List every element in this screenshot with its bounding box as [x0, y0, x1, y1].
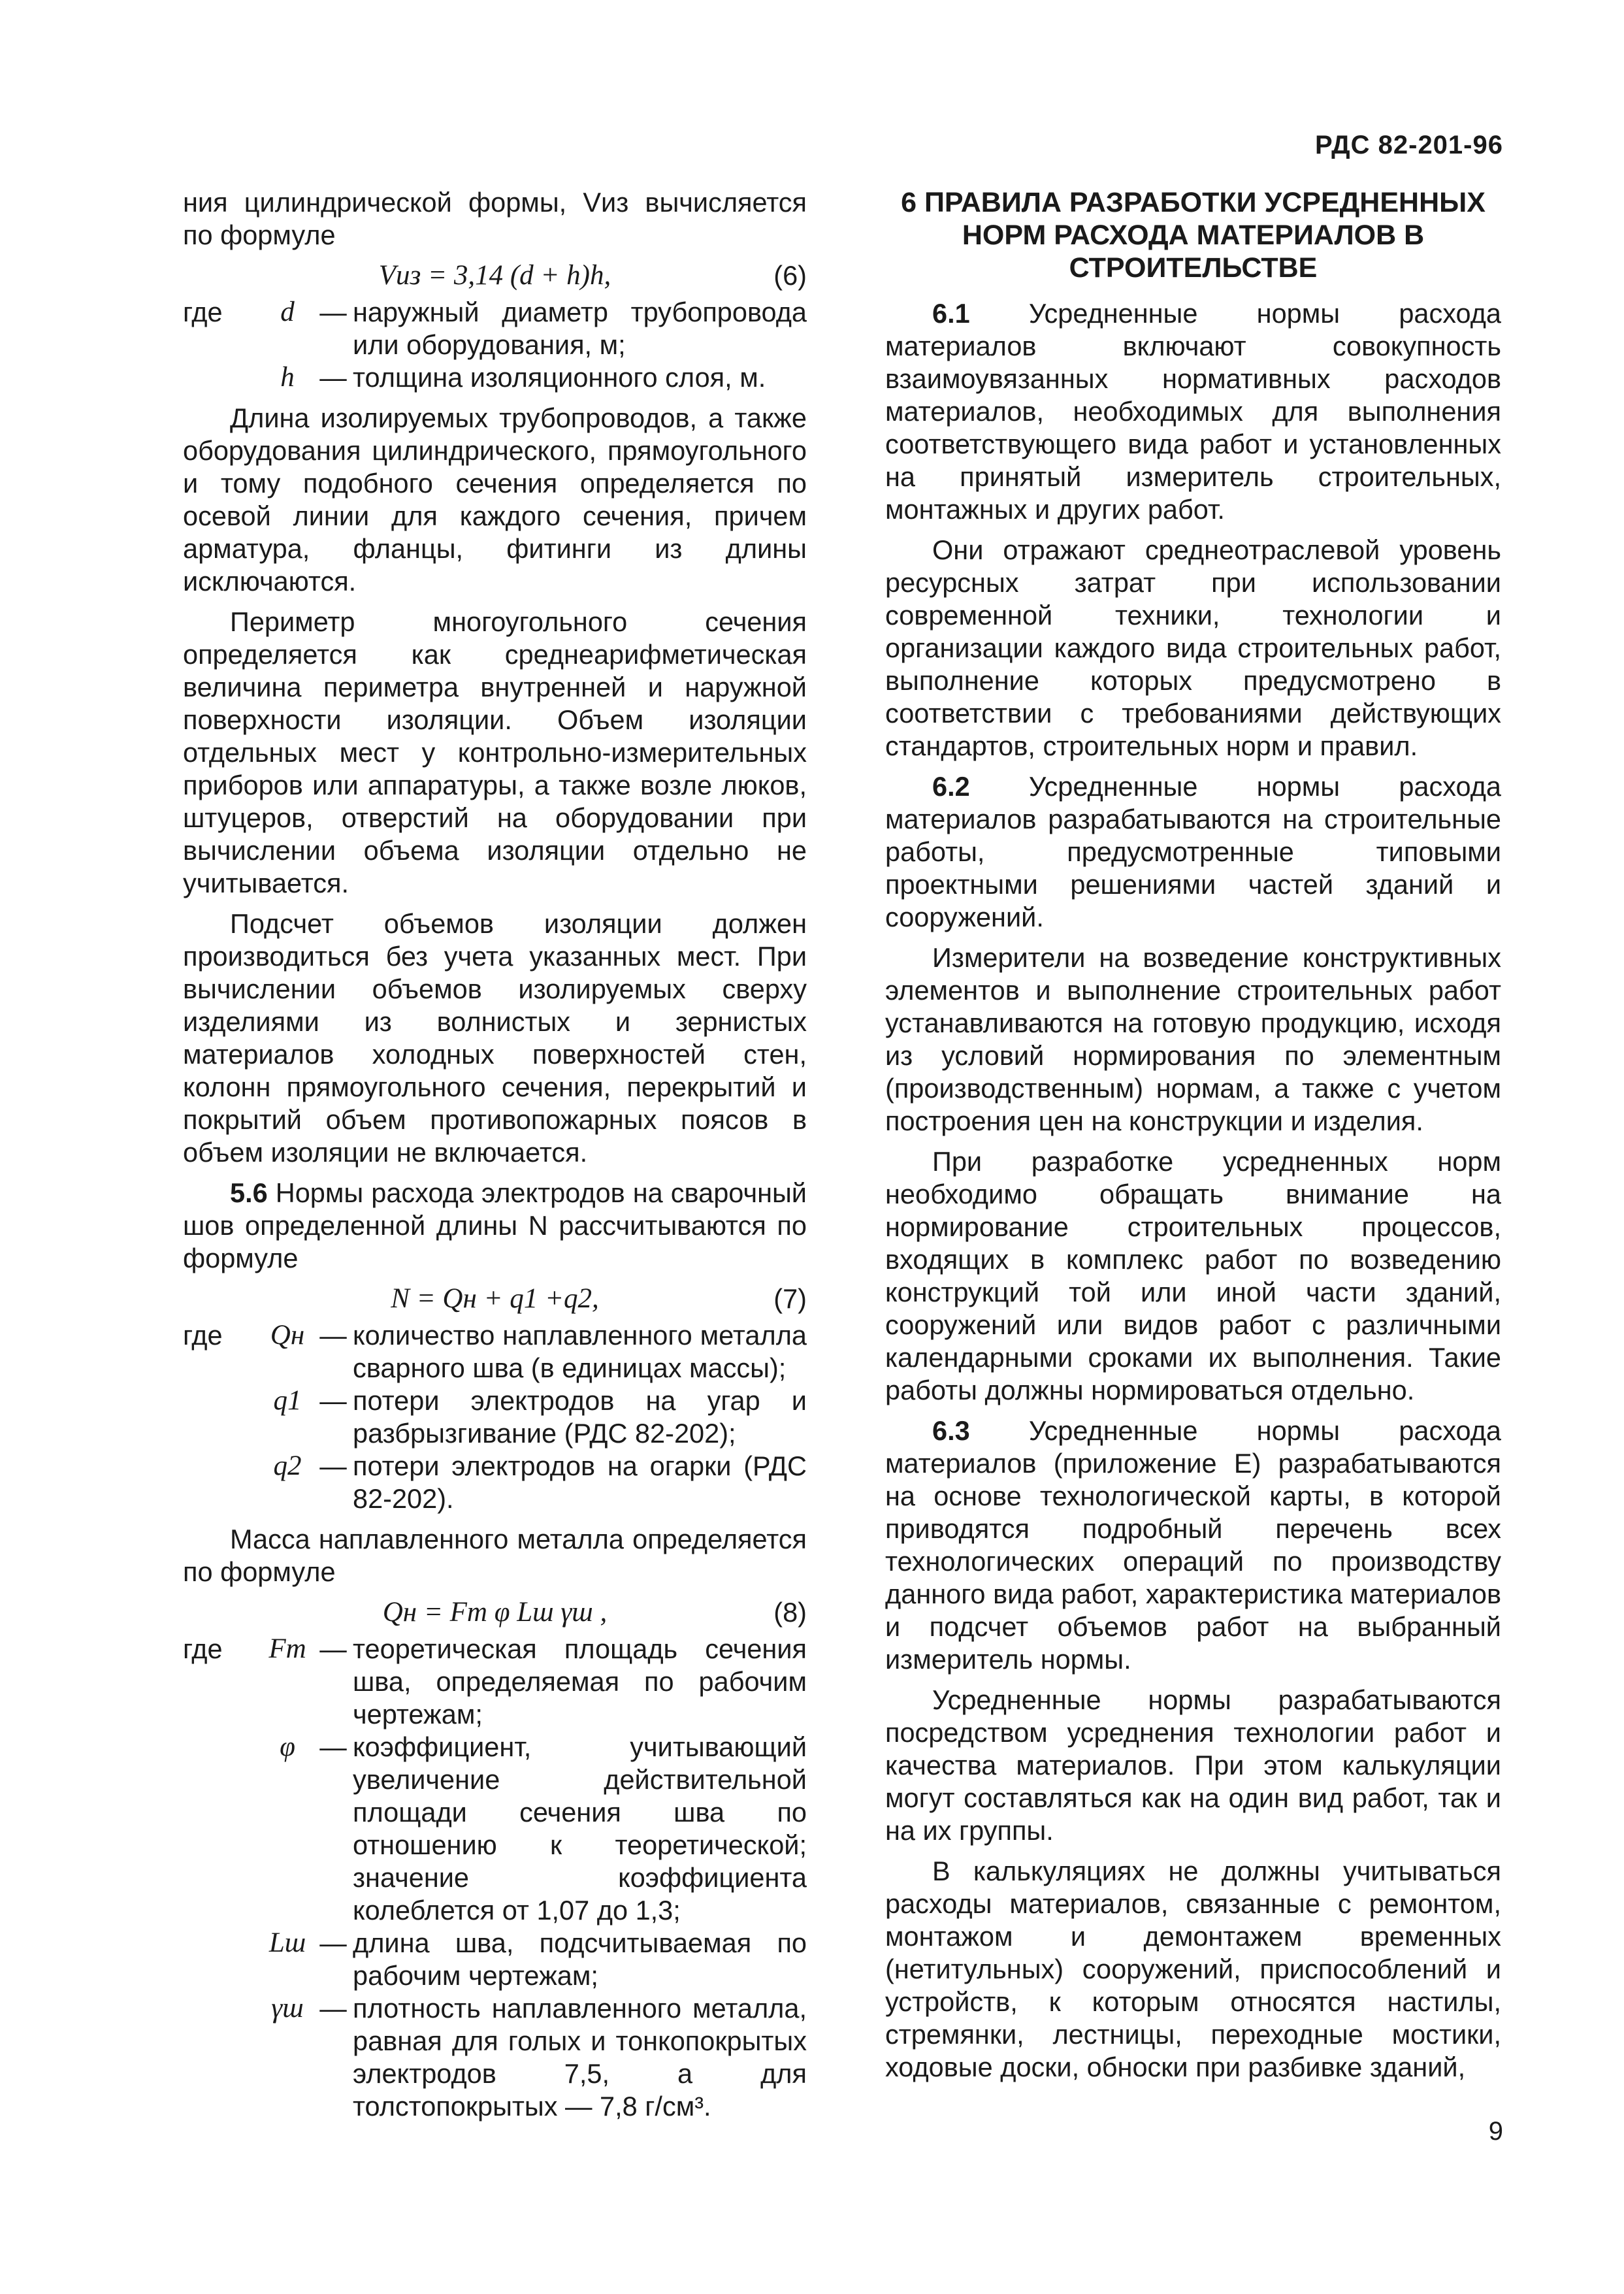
dash: — [319, 1450, 347, 1481]
where-label: где [183, 1320, 223, 1351]
formula-8 [183, 1596, 807, 1629]
dash: — [319, 362, 347, 393]
definition-text: потери электродов на огарки (РДС 82-202). [353, 1450, 807, 1514]
formula-expression: Qн = Fт φ Lш γш , [382, 1597, 608, 1628]
symbol: Qн [270, 1320, 305, 1351]
symbol: d [280, 297, 295, 327]
formula-7-definitions [183, 1319, 807, 1515]
left-column [183, 186, 807, 2131]
definition-text: коэффициент, учитывающий увеличение действительной площади сечения шва по отношению к теоретической; значение коэффициента колеблется от 1,07 до 1,3; [353, 1731, 807, 1925]
paragraph: Усредненные нормы разрабатываются посредством усреднения технологии работ и качества материалов. При этом калькуляции могут составляться как на один вид работ, так и на их группы. [885, 1684, 1501, 1846]
where-label: где [183, 297, 223, 327]
paragraph: Они отражают среднеотраслевой уровень ресурсных затрат при использовании современной техники, технологии и организации каждого вида строительных работ, выполнение которых предусмотрено в соответствии с требованиями действующих стандартов, строительных норм и правил. [885, 534, 1501, 761]
formula-number: (8) [773, 1597, 807, 1628]
paragraph: Периметр многоугольного сечения определяется как среднеарифметическая величина периметра внутренней и наружной поверхности изоляции. Объем изоляции отдельных мест у контрольно-измерительных приборов или аппаратуры, а также возле люков, штуцеров, отверстий на оборудовании при вычислении объема изоляции отдельно не учитывается. [183, 606, 807, 898]
dash: — [319, 1320, 347, 1351]
intro-paragraph: ния цилиндрической формы, Vиз вычисляется по формуле [183, 187, 807, 250]
clause-6-3 [885, 1415, 1501, 1676]
clause-text: Усредненные нормы расхода материалов (приложение Е) разрабатываются на основе технологической карты, в которой приводятся подробный перечень всех технологических операций по производству данного вида работ, характеристика материалов и подсчет объемов работ на выбранный измеритель нормы. [885, 1415, 1501, 1675]
formula-number: (7) [773, 1283, 807, 1314]
clause-text: Усредненные нормы расхода материалов разрабатываются на строительные работы, предусмотренные типовыми проектными решениями частей зданий и сооружений. [885, 771, 1501, 932]
definition-text: количество наплавленного металла сварного шва (в единицах массы); [353, 1320, 807, 1383]
definition-text: потери электродов на угар и разбрызгивание (РДС 82-202); [353, 1385, 807, 1449]
symbol: q2 [273, 1450, 302, 1481]
definition-text: длина шва, подсчитываемая по рабочим чертежам; [353, 1927, 807, 1991]
symbol: Lш [268, 1927, 306, 1958]
paragraph: Измерители на возведение конструктивных элементов и выполнение строительных работ устанавливаются на готовую продукцию, исходя из условий нормирования по элементным (производственным) нормам, а также с учетом построения цен на конструкции и изделия. [885, 942, 1501, 1136]
clause-6-2 [885, 770, 1501, 934]
paragraph: В калькуляциях не должны учитываться расходы материалов, связанные с ремонтом, монтажом и демонтажем временных (нетитульных) сооружений, приспособлений и устройств, к которым относятся настилы, стремянки, лестницы, переходные мостики, ходовые доски, обноски при разбивке зданий, [885, 1856, 1501, 2082]
dash: — [319, 1993, 347, 2024]
clause-5-6 [183, 1177, 807, 1275]
clause-text: Усредненные нормы расхода материалов включают совокупность взаимоувязанных нормативных расходов материалов, необходимых для выполнения соответствующего вида работ и установленных на принятый измеритель строительных, монтажных и других работ. [885, 298, 1501, 525]
definition-row [183, 1319, 807, 1385]
definition-text: толщина изоляционного слоя, м. [353, 362, 766, 393]
symbol: γш [271, 1993, 304, 2024]
formula-6-definitions [183, 296, 807, 394]
definition-row [183, 361, 807, 394]
formula-number: (6) [773, 260, 807, 291]
formula-expression: N = Qн + q1 +q2, [391, 1283, 599, 1314]
dash: — [319, 297, 347, 327]
right-column [885, 186, 1501, 2091]
clause-number: 6.2 [932, 771, 970, 802]
dash: — [319, 1385, 347, 1416]
definition-row [183, 296, 807, 361]
section-title: 6 ПРАВИЛА РАЗРАБОТКИ УСРЕДНЕННЫХ НОРМ РАСХОДА МАТЕРИАЛОВ В СТРОИТЕЛЬСТВЕ [901, 187, 1486, 284]
symbol: Fт [268, 1633, 306, 1664]
clause-number: 6.3 [932, 1415, 970, 1446]
formula-8-definitions [183, 1633, 807, 2123]
paragraph: Масса наплавленного металла определяется по формуле [183, 1524, 807, 1587]
definition-row [183, 1992, 807, 2123]
clause-text: Нормы расхода электродов на сварочный шов определенной длины N рассчитываются по формуле [183, 1177, 807, 1273]
dash: — [319, 1633, 347, 1664]
clause-6-1 [885, 297, 1501, 526]
dash: — [319, 1731, 347, 1762]
paragraph: Длина изолируемых трубопроводов, а также оборудования цилиндрического, прямоугольного и тому подобного сечения определяется по осевой линии для каждого сечения, причем арматура, фланцы, фитинги из длины исключаются. [183, 402, 807, 597]
document-code: РДС 82-201-96 [1314, 131, 1503, 159]
page-number: 9 [1488, 2117, 1503, 2146]
symbol: φ [280, 1731, 295, 1762]
clause-number: 6.1 [932, 298, 970, 329]
symbol: q1 [273, 1385, 302, 1416]
definition-row [183, 1731, 807, 1927]
dash: — [319, 1927, 347, 1958]
symbol: h [280, 362, 295, 393]
where-label: где [183, 1633, 223, 1664]
definition-row [183, 1927, 807, 1992]
formula-6 [183, 259, 807, 292]
definition-text: плотность наплавленного металла, равная для голых и тонкопокрытых электродов 7,5, а для толстопокрытых — 7,8 г/см³. [353, 1993, 807, 2122]
formula-7 [183, 1283, 807, 1315]
paragraph: При разработке усредненных норм необходимо обращать внимание на нормирование строительных процессов, входящих в комплекс работ по возведению конструкций той или иной части зданий, сооружений или видов работ с различными календарными сроками их выполнения. Такие работы должны нормироваться отдельно. [885, 1146, 1501, 1405]
clause-number: 5.6 [230, 1177, 268, 1208]
definition-row [183, 1450, 807, 1515]
formula-expression: Vиз = 3,14 (d + h)h, [378, 260, 611, 291]
definition-text: теоретическая площадь сечения шва, определяемая по рабочим чертежам; [353, 1633, 807, 1729]
definition-text: наружный диаметр трубопровода или оборудования, м; [353, 297, 807, 360]
definition-row [183, 1633, 807, 1731]
definition-row [183, 1385, 807, 1450]
paragraph: Подсчет объемов изоляции должен производиться без учета указанных мест. При вычислении объемов изолируемых сверху изделиями из волнистых и зернистых материалов холодных поверхностей стен, колонн прямоугольного сечения, перекрытий и покрытий объем противопожарных поясов в объем изоляции не включается. [183, 908, 807, 1168]
